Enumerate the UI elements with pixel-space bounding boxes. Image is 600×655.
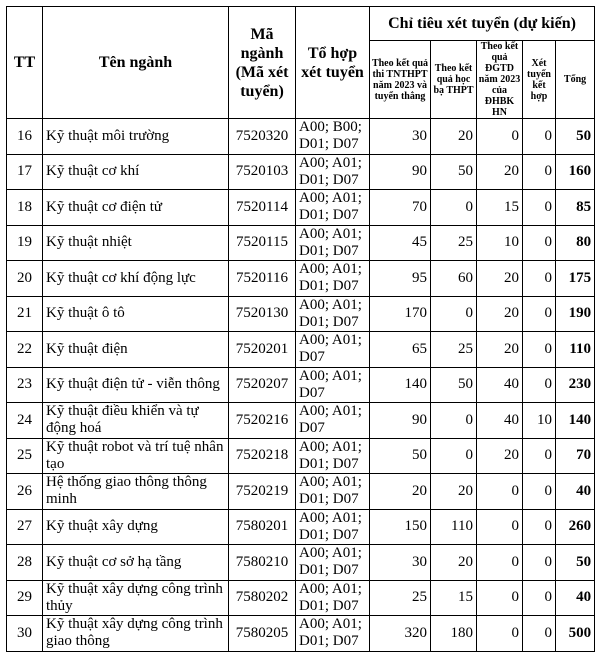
cell-transcript: 110 [431, 509, 477, 545]
header-combo: Tổ hợp xét tuyển [296, 7, 370, 119]
cell-total: 175 [556, 261, 595, 297]
cell-dgtd: 20 [477, 438, 523, 474]
cell-transcript: 180 [431, 616, 477, 652]
cell-total: 160 [556, 154, 595, 190]
cell-transcript: 25 [431, 332, 477, 368]
table-row [7, 190, 595, 226]
cell-combined: 0 [523, 332, 556, 368]
cell-combo: A00; A01; D01; D07 [296, 616, 370, 652]
cell-dgtd: 0 [477, 545, 523, 581]
cell-transcript: 0 [431, 296, 477, 332]
cell-tt: 16 [7, 119, 43, 155]
header-sub-exam: Theo kết quả thi TNTHPT năm 2023 và tuyển thẳng [370, 41, 431, 119]
cell-dgtd: 40 [477, 367, 523, 403]
cell-code: 7520216 [229, 403, 296, 439]
cell-name: Kỹ thuật ô tô [43, 296, 229, 332]
cell-total: 230 [556, 367, 595, 403]
cell-combined: 0 [523, 225, 556, 261]
cell-combo: A00; A01; D01; D07 [296, 474, 370, 510]
cell-combined: 0 [523, 190, 556, 226]
table-row [7, 261, 595, 297]
cell-tt: 18 [7, 190, 43, 226]
cell-tt: 26 [7, 474, 43, 510]
table-row [7, 509, 595, 545]
cell-combo: A00; A01; D01; D07 [296, 190, 370, 226]
cell-name: Kỹ thuật điều khiển và tự động hoá [43, 403, 229, 439]
cell-dgtd: 20 [477, 296, 523, 332]
cell-tt: 21 [7, 296, 43, 332]
cell-transcript: 15 [431, 580, 477, 616]
cell-combined: 0 [523, 509, 556, 545]
cell-dgtd: 20 [477, 332, 523, 368]
cell-transcript: 50 [431, 154, 477, 190]
cell-name: Kỹ thuật điện [43, 332, 229, 368]
cell-name: Kỹ thuật xây dựng [43, 509, 229, 545]
header-tt: TT [7, 7, 43, 119]
cell-tt: 17 [7, 154, 43, 190]
table-row [7, 296, 595, 332]
cell-exam: 170 [370, 296, 431, 332]
cell-combined: 0 [523, 438, 556, 474]
cell-transcript: 20 [431, 119, 477, 155]
cell-code: 7580210 [229, 545, 296, 581]
header-code: Mã ngành (Mã xét tuyển) [229, 7, 296, 119]
header-sub-dgtd: Theo kết quả ĐGTD năm 2023 của ĐHBK HN [477, 41, 523, 119]
cell-combo: A00; A01; D01; D07 [296, 545, 370, 581]
cell-code: 7580202 [229, 580, 296, 616]
cell-total: 110 [556, 332, 595, 368]
cell-tt: 29 [7, 580, 43, 616]
cell-total: 500 [556, 616, 595, 652]
cell-name: Kỹ thuật điện tử - viễn thông [43, 367, 229, 403]
cell-dgtd: 0 [477, 616, 523, 652]
cell-name: Kỹ thuật cơ khí động lực [43, 261, 229, 297]
cell-exam: 65 [370, 332, 431, 368]
cell-combo: A00; A01; D07 [296, 367, 370, 403]
table-row [7, 438, 595, 474]
cell-exam: 25 [370, 580, 431, 616]
header-quota: Chỉ tiêu xét tuyển (dự kiến) [370, 7, 595, 41]
table-row [7, 225, 595, 261]
cell-name: Kỹ thuật cơ sở hạ tầng [43, 545, 229, 581]
cell-exam: 30 [370, 119, 431, 155]
table-row [7, 403, 595, 439]
table-row [7, 616, 595, 652]
cell-combined: 0 [523, 154, 556, 190]
table-row [7, 119, 595, 155]
cell-total: 190 [556, 296, 595, 332]
cell-combined: 0 [523, 296, 556, 332]
table-row [7, 154, 595, 190]
cell-exam: 30 [370, 545, 431, 581]
cell-exam: 320 [370, 616, 431, 652]
cell-transcript: 0 [431, 438, 477, 474]
cell-combo: A00; A01; D01; D07 [296, 261, 370, 297]
cell-name: Kỹ thuật môi trường [43, 119, 229, 155]
cell-exam: 50 [370, 438, 431, 474]
cell-exam: 45 [370, 225, 431, 261]
cell-dgtd: 20 [477, 261, 523, 297]
cell-code: 7520201 [229, 332, 296, 368]
cell-combo: A00; A01; D01; D07 [296, 509, 370, 545]
cell-combo: A00; A01; D01; D07 [296, 296, 370, 332]
cell-name: Kỹ thuật xây dựng công trình thủy [43, 580, 229, 616]
cell-exam: 70 [370, 190, 431, 226]
cell-tt: 27 [7, 509, 43, 545]
table-row [7, 545, 595, 581]
cell-dgtd: 0 [477, 509, 523, 545]
cell-name: Kỹ thuật nhiệt [43, 225, 229, 261]
cell-dgtd: 15 [477, 190, 523, 226]
cell-total: 80 [556, 225, 595, 261]
cell-combo: A00; A01; D01; D07 [296, 438, 370, 474]
cell-exam: 95 [370, 261, 431, 297]
cell-exam: 140 [370, 367, 431, 403]
cell-tt: 19 [7, 225, 43, 261]
cell-name: Hệ thống giao thông thông minh [43, 474, 229, 510]
cell-name: Kỹ thuật cơ khí [43, 154, 229, 190]
cell-code: 7580201 [229, 509, 296, 545]
cell-dgtd: 10 [477, 225, 523, 261]
cell-name: Kỹ thuật cơ điện tử [43, 190, 229, 226]
cell-dgtd: 20 [477, 154, 523, 190]
cell-dgtd: 0 [477, 119, 523, 155]
table-row [7, 580, 595, 616]
cell-combo: A00; A01; D07 [296, 332, 370, 368]
cell-combined: 0 [523, 616, 556, 652]
header-sub-combined: Xét tuyển kết hợp [523, 41, 556, 119]
cell-total: 50 [556, 545, 595, 581]
cell-code: 7520130 [229, 296, 296, 332]
table-header [7, 7, 595, 119]
cell-combined: 0 [523, 580, 556, 616]
header-sub-transcript: Theo kết quả học bạ THPT [431, 41, 477, 119]
cell-code: 7580205 [229, 616, 296, 652]
cell-combined: 0 [523, 119, 556, 155]
cell-code: 7520115 [229, 225, 296, 261]
cell-combined: 10 [523, 403, 556, 439]
table-row [7, 474, 595, 510]
cell-code: 7520103 [229, 154, 296, 190]
cell-total: 40 [556, 580, 595, 616]
cell-total: 70 [556, 438, 595, 474]
cell-dgtd: 40 [477, 403, 523, 439]
cell-exam: 150 [370, 509, 431, 545]
cell-tt: 23 [7, 367, 43, 403]
cell-combined: 0 [523, 545, 556, 581]
cell-combo: A00; B00; D01; D07 [296, 119, 370, 155]
cell-dgtd: 0 [477, 474, 523, 510]
cell-code: 7520207 [229, 367, 296, 403]
cell-name: Kỹ thuật xây dựng công trình giao thông [43, 616, 229, 652]
cell-name: Kỹ thuật robot và trí tuệ nhân tạo [43, 438, 229, 474]
cell-exam: 90 [370, 154, 431, 190]
table-row [7, 367, 595, 403]
cell-code: 7520219 [229, 474, 296, 510]
cell-exam: 20 [370, 474, 431, 510]
cell-transcript: 0 [431, 190, 477, 226]
cell-code: 7520116 [229, 261, 296, 297]
cell-combo: A00; A01; D07 [296, 403, 370, 439]
table-row [7, 332, 595, 368]
cell-combo: A00; A01; D01; D07 [296, 225, 370, 261]
cell-total: 260 [556, 509, 595, 545]
cell-combo: A00; A01; D01; D07 [296, 154, 370, 190]
cell-transcript: 20 [431, 474, 477, 510]
cell-tt: 28 [7, 545, 43, 581]
header-name: Tên ngành [43, 7, 229, 119]
cell-transcript: 20 [431, 545, 477, 581]
table-body [7, 119, 595, 652]
admission-quota-table [6, 6, 595, 652]
cell-total: 50 [556, 119, 595, 155]
cell-tt: 24 [7, 403, 43, 439]
cell-tt: 20 [7, 261, 43, 297]
cell-transcript: 60 [431, 261, 477, 297]
cell-code: 7520320 [229, 119, 296, 155]
cell-tt: 25 [7, 438, 43, 474]
cell-total: 140 [556, 403, 595, 439]
header-sub-total: Tổng [556, 41, 595, 119]
cell-exam: 90 [370, 403, 431, 439]
cell-code: 7520114 [229, 190, 296, 226]
cell-transcript: 50 [431, 367, 477, 403]
cell-total: 85 [556, 190, 595, 226]
cell-tt: 30 [7, 616, 43, 652]
cell-combo: A00; A01; D01; D07 [296, 580, 370, 616]
cell-tt: 22 [7, 332, 43, 368]
cell-dgtd: 0 [477, 580, 523, 616]
cell-transcript: 0 [431, 403, 477, 439]
cell-combined: 0 [523, 367, 556, 403]
cell-transcript: 25 [431, 225, 477, 261]
cell-total: 40 [556, 474, 595, 510]
cell-combined: 0 [523, 261, 556, 297]
cell-combined: 0 [523, 474, 556, 510]
cell-code: 7520218 [229, 438, 296, 474]
